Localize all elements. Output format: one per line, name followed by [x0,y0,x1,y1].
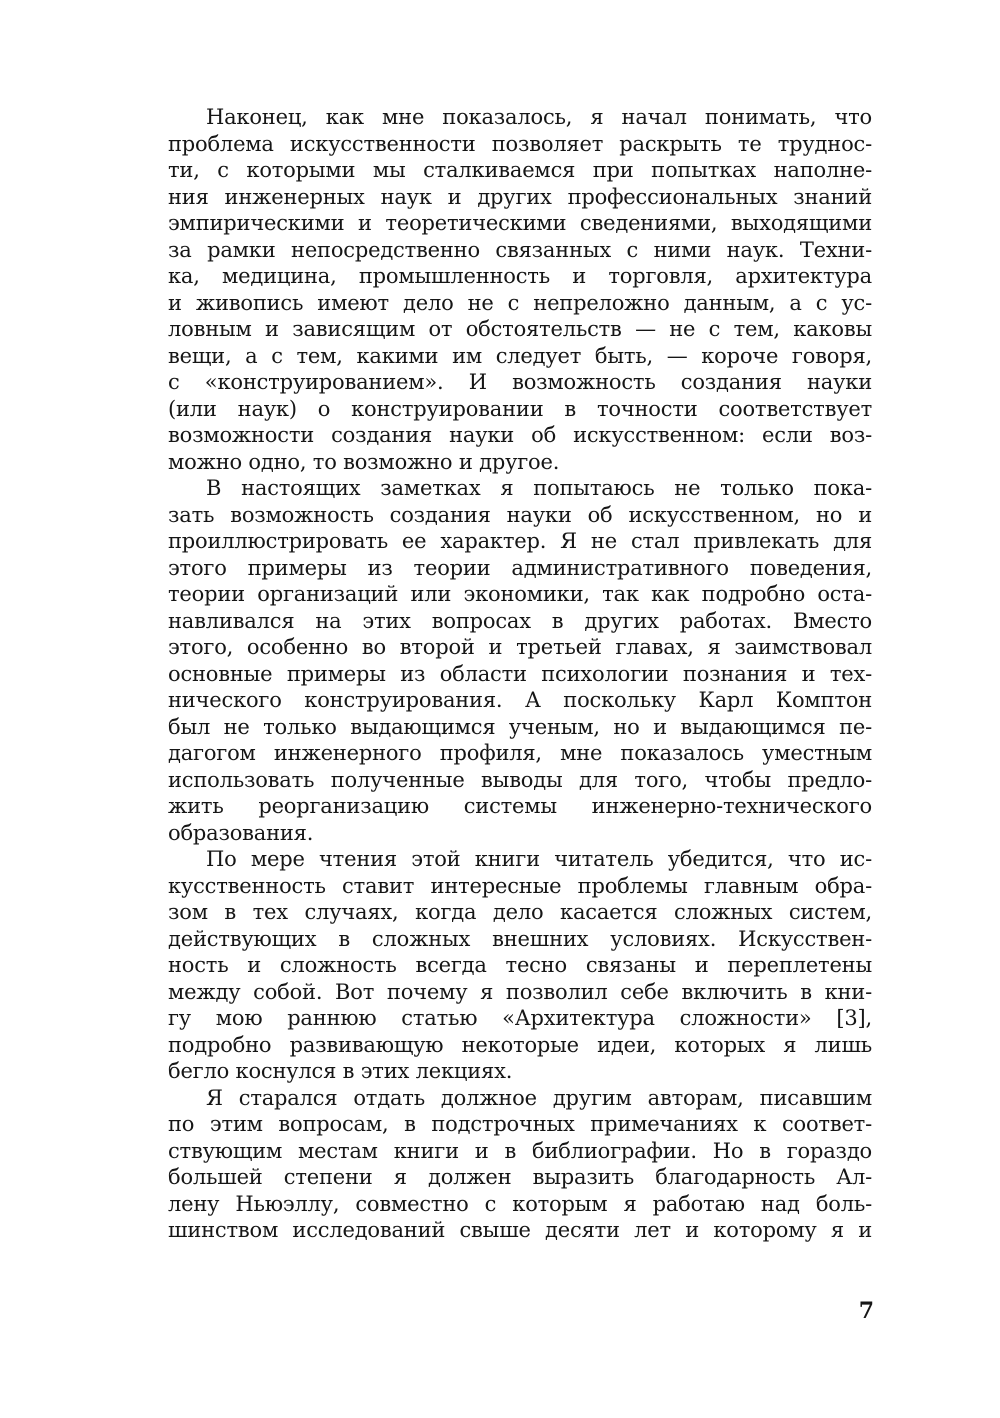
text-line: кусственность ставит интересные проблемы главным обра- [168,873,872,898]
text-line: ти, с которыми мы сталкиваемся при попытках наполне- [168,158,872,182]
text-line: (или наук) о конструировании в точности соответствует [168,396,872,421]
text-line: между собой. Вот почему я позволил себе включить в кни- [168,979,872,1004]
paragraph-4 [168,1085,872,1244]
text-line: этого, особенно во второй и третьей главах, я заимствовал [168,635,872,659]
text-line: основные примеры из области психологии познания и тех- [168,661,872,686]
text-line: лену Ньюэллу, совместно с которым я работаю над боль- [168,1191,872,1216]
text-line: использовать полученные выводы для того, чтобы предло- [168,767,872,792]
body-text [168,104,872,1244]
text-line: бегло коснулся в этих лекциях. [168,1059,513,1083]
text-line: навливался на этих вопросах в других работах. Вместо [168,608,872,633]
text-line: и живопись имеют дело не с непреложно данным, а с ус- [168,290,872,315]
text-line: ность и сложность всегда тесно связаны и переплетены [168,953,872,977]
text-line: ния инженерных наук и других профессиональных знаний [168,184,872,209]
text-line: ка, медицина, промышленность и торговля, архитектура [168,264,872,288]
text-line: ствующим местам книги и в библиографии. Но в гораздо [168,1138,872,1163]
text-line: шинством исследований свыше десяти лет и которому я и [168,1218,872,1242]
paragraph-3 [168,846,872,1085]
text-line: проблема искусственности позволяет раскрыть те труднос- [168,131,872,156]
paragraph-2 [168,475,872,846]
text-line: подробно развивающую некоторые идеи, которых я лишь [168,1032,872,1057]
text-line: за рамки непосредственно связанных с ними наук. Техни- [168,237,872,262]
text-line: гу мою раннюю статью «Архитектура сложности» [3], [168,1006,872,1030]
text-line: В настоящих заметках я попытаюсь не только пока- [206,476,872,500]
text-line: был не только выдающимся ученым, но и выдающимся пе- [168,714,872,739]
text-line: этого примеры из теории административного поведения, [168,555,872,580]
text-line: Я старался отдать должное другим авторам, писавшим [206,1085,872,1110]
text-line: нического конструирования. А поскольку Карл Комптон [168,688,872,712]
text-line: вещи, а с тем, какими им следует быть, — короче говоря, [168,343,872,368]
text-line: можно одно, то возможно и другое. [168,449,560,474]
text-line: теории организаций или экономики, так как подробно оста- [168,582,872,606]
text-line: проиллюстрировать ее характер. Я не стал привлекать для [168,529,872,553]
text-line: зом в тех случаях, когда дело касается сложных систем, [168,900,872,924]
text-line: жить реорганизацию системы инженерно-технического [168,794,872,818]
text-line: По мере чтения этой книги читатель убедится, что ис- [206,847,872,871]
text-line: Наконец, как мне показалось, я начал понимать, что [206,105,872,129]
text-line: действующих в сложных внешних условиях. Искусствен- [168,926,872,951]
text-line: большей степени я должен выразить благодарность Ал- [168,1165,872,1189]
page-number: 7 [858,1298,874,1324]
text-line: возможности создания науки об искусственном: если воз- [168,423,872,447]
text-line: эмпирическими и теоретическими сведениями, выходящими [168,211,872,235]
text-line: ловным и зависящим от обстоятельств — не с тем, каковы [168,317,872,341]
text-line: зать возможность создания науки об искусственном, но и [168,502,872,527]
text-line: дагогом инженерного профиля, мне показалось уместным [168,741,872,765]
text-line: образования. [168,820,314,845]
text-line: по этим вопросам, в подстрочных примечаниях к соответ- [168,1112,872,1136]
text-line: с «конструированием». И возможность создания науки [168,370,872,394]
paragraph-1 [168,104,872,475]
